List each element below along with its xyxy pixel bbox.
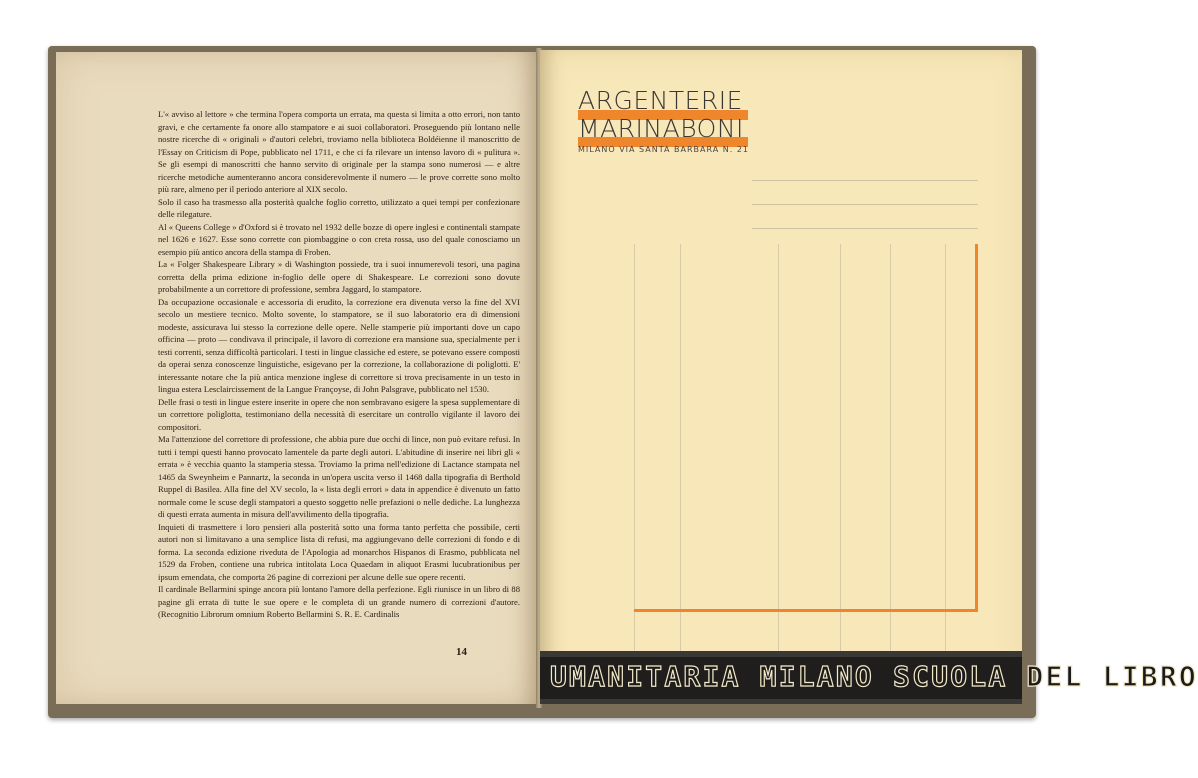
paragraph: Da occupazione occasionale e accessoria di erudito, la correzione era divenuta verso la fine del XVI secolo un mestiere tecnico. Molto sovente, lo stampatore, se il suo laboratorio era di dimensioni modeste, assicurava lui stesso la correzione delle opere. Nelle stamperie più importanti dove un capo officina — proto — condivava il principale, il lavoro di correzione era mansione sua, specialmente per i testi correnti, senza difficoltà particolari. I testi in lingue classiche ed estere, se potevano essere composti da operai senza conoscenze linguistiche, esigevano per la correzione, la collaborazione di poliglotti. E' interessante notare che la più antica menzione inglese di correttore si trova precisamente in un testo in lingua estera Lesclaircissement de la Langue Françoyse, di John Palsgrave, pubblicato nel 1530. bbox=[158, 296, 520, 394]
paragraph: Solo il caso ha trasmesso alla posterità qualche foglio corretto, utilizzato a quei tempi per confezionare delle rilegature. bbox=[158, 196, 520, 219]
letterhead-rule bbox=[752, 228, 978, 229]
paragraph: Al « Queens College » d'Oxford si è trovato nel 1932 delle bozze di opere inglesi e continentali stampate nel 1626 e 1627. Esse sono corrette con piombaggine o con creta rossa, uso del quale conosciamo un esempio più antico ancora della stampa di Froben. bbox=[158, 221, 520, 257]
letterhead-rule bbox=[752, 204, 978, 205]
form-column-line bbox=[778, 244, 779, 684]
school-band-title: UMANITARIA MILANO SCUOLA DEL LIBRO bbox=[550, 660, 1198, 693]
orange-frame-horizontal bbox=[634, 609, 978, 612]
left-page bbox=[56, 52, 538, 704]
paragraph: Il cardinale Bellarmini spinge ancora più lontano l'amore della perfezione. Egli riunisce in un libro di 88 pagine gli errata di tutte le sue opere e le completa di un grande numero di correzioni d'autore. (Recognitio Librorum omnium Roberto Bellarmini S. R. E. Cardinalis bbox=[158, 584, 520, 619]
right-page bbox=[540, 50, 1198, 704]
paragraph: La « Folger Shakespeare Library » di Washington possiede, tra i suoi innumerevoli tesori, una pagina corretta della prima edizione in-foglio delle opere di Shakespeare. Le correzioni sono dovute probabilmente a un correttore di professione, sembra Jaggard, lo stampatore. bbox=[158, 259, 520, 294]
form-column-line bbox=[890, 244, 891, 684]
company-address: MILANO VIA SANTA BARBARA N. 21 bbox=[578, 145, 749, 154]
orange-frame-vertical bbox=[975, 244, 978, 612]
page-number: 14 bbox=[456, 646, 467, 658]
form-column-line bbox=[945, 244, 946, 684]
logo-line-marinaboni: MARINABONI bbox=[578, 114, 744, 143]
paragraph: Delle frasi o testi in lingue estere inserite in opere che non sembravano esigere la spesa supplementare di un correttore poliglotta, testimoniano della necessità di esercitare un controllo vigilante il lavoro dei compositori. bbox=[158, 396, 520, 432]
form-column-line bbox=[840, 244, 841, 684]
letterhead-rule bbox=[752, 180, 978, 181]
paragraph: Ma l'attenzione del correttore di professione, che abbia pure due occhi di lince, non può evitare refusi. In tutti i tempi questi hanno provocato lamentele da parte degli autori. L'abitudine di inserire nei libri gli « errata » è vecchia quanto la stamperia stessa. Troviamo la prima nell'edizione di Lactance stampata nel 1465 da Sweynheim e Pannartz, la seconda in un'opera uscita verso il 1468 dalla tipografia di Berthold Ruppel di Basilea. Alla fine del XV secolo, la « lista degli errori » data in appendice è divenuto un fatto normale come le scuse degli stampatori a questo soggetto nelle prefazioni o nelle dediche. La lunghezza di questi errata aumenta in misura dell'avvilimento della tipografia. bbox=[158, 434, 520, 519]
form-column-line bbox=[634, 244, 635, 684]
logo-line-argenterie: ARGENTERIE bbox=[578, 86, 743, 115]
paragraph: Inquieti di trasmettere i loro pensieri alla posterità sotto una forma tanto perfetta che possibile, certi autori non si limitavano a una semplice lista di refusi, ma aggiungevano delle correzioni di fondo e di forma. La seconda edizione riveduta de l'Apologia ad monarchos Hispanos di Erasmo, pubblicata nel 1529 da Froben, contiene una rubrica intitolata Loca Quaedam in aliquot Erasmi lucubrationibus per ipsum emendata, che comporta 26 pagine di correzioni per alcune delle sue opere recenti. bbox=[158, 521, 520, 582]
form-column-line bbox=[680, 244, 681, 684]
body-text bbox=[158, 108, 520, 621]
paragraph: L'« avviso al lettore » che termina l'opera comporta un errata, ma questa si limita a otto errori, non tanto gravi, e che certamente fa onore allo stampatore e ai suoi collaboratori. Proseguendo più lontano nelle nostre ricerche di « originali » d'autori celebri, troviamo nella biblioteca Boldéienne il manoscritto de l'Essay on Criticism di Pope, pubblicato nel 1711, e che ci fa rilevare un intenso lavoro di « pulitura ». Se gli esempi di manoscritti che hanno servito di originale per la stampa sono numerosi — e altre ricerche metodiche aumenteranno ancora considerevolmente il numero — le prove corrette sono molto più rare, almeno per il periodo anteriore al XIX secolo. bbox=[158, 109, 520, 194]
